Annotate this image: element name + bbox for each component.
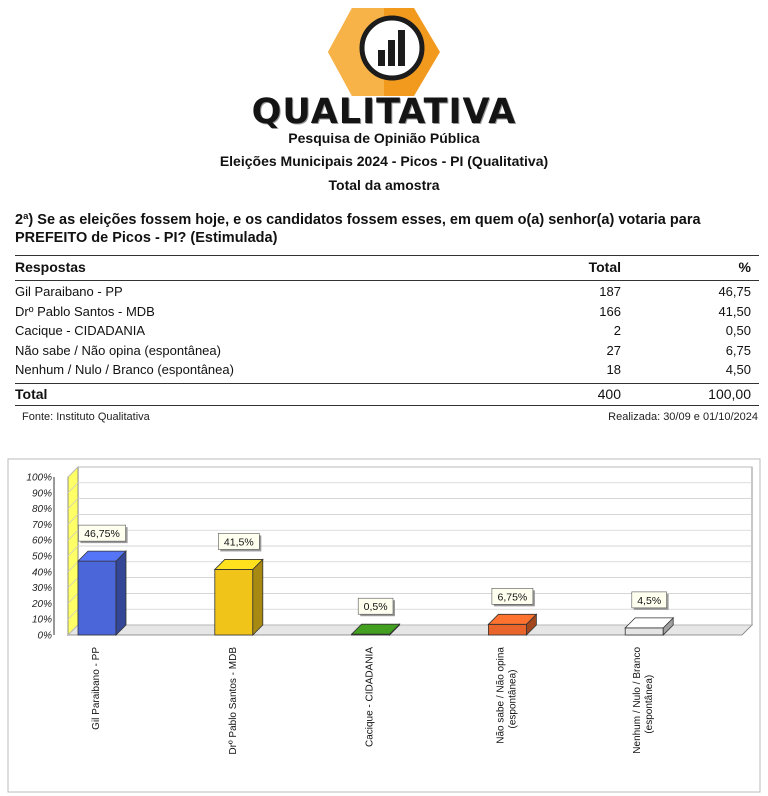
y-tick-label: 70% — [31, 519, 52, 531]
row-percent: 6,75 — [725, 343, 751, 358]
bar — [78, 561, 116, 635]
qualitativa-logo — [322, 2, 452, 102]
header-total: Total — [588, 259, 621, 275]
x-tick-label: Nenhum / Nulo / Branco — [632, 647, 644, 754]
table-bottom-rule — [15, 405, 759, 406]
row-label: Gil Paraibano - PP — [15, 284, 123, 299]
bar — [215, 569, 253, 635]
x-tick-label: (espontânea) — [644, 674, 656, 734]
data-label: 41,5% — [223, 536, 254, 549]
table-row — [15, 362, 759, 382]
data-label: 0,5% — [363, 601, 388, 614]
row-total: 2 — [613, 323, 621, 338]
data-label: 6,75% — [497, 591, 528, 604]
table-row — [15, 304, 759, 324]
election-title: Eleições Municipais 2024 - Picos - PI (Qualitativa) — [219, 153, 549, 169]
row-percent: 4,50 — [725, 362, 751, 377]
row-label: Drº Pablo Santos - MDB — [15, 304, 155, 319]
bar — [488, 624, 526, 635]
question-text: 2ª) Se as eleições fossem hoje, e os candidatos fossem esses, em quem o(a) senhor(a) votaria para PREFEITO de Picos - PI? (Estimulada) — [15, 212, 701, 246]
x-tick-label: Não sabe / Não opina — [495, 647, 507, 744]
bar-chart — [0, 455, 768, 796]
date-note: Realizada: 30/09 e 01/10/2024 — [608, 411, 758, 423]
total-percent: 100,00 — [708, 386, 751, 402]
row-label: Nenhum / Nulo / Branco (espontânea) — [15, 362, 234, 377]
header-respostas: Respostas — [15, 259, 86, 275]
y-tick-label: 80% — [31, 504, 52, 516]
sample-label: Total da amostra — [328, 177, 440, 193]
y-tick-label: 100% — [26, 472, 52, 484]
bar-side — [116, 551, 126, 635]
row-percent: 0,50 — [725, 323, 751, 338]
data-label: 46,75% — [84, 528, 120, 541]
table-header-rule — [15, 280, 759, 281]
bar-side — [253, 559, 263, 635]
brand-name: QUALITATIVA — [251, 92, 517, 132]
data-label: 4,5% — [637, 594, 662, 607]
total-count: 400 — [597, 386, 621, 402]
y-tick-label: 30% — [31, 583, 52, 595]
table-row — [15, 343, 759, 363]
table-row — [15, 323, 759, 343]
row-label: Não sabe / Não opina (espontânea) — [15, 343, 221, 358]
y-tick-label: 60% — [31, 535, 52, 547]
header-percent: % — [738, 259, 751, 275]
table-total-row — [15, 386, 759, 406]
table-top-rule — [15, 255, 759, 256]
row-label: Cacique - CIDADANIA — [15, 323, 146, 338]
y-tick-label: 40% — [31, 567, 52, 579]
table-row — [15, 284, 759, 304]
table-total-rule — [15, 383, 759, 384]
y-tick-label: 50% — [31, 551, 52, 563]
row-percent: 41,50 — [718, 304, 751, 319]
row-total: 18 — [606, 362, 621, 377]
row-percent: 46,75 — [718, 284, 751, 299]
y-tick-label: 20% — [31, 598, 52, 610]
source-note: Fonte: Instituto Qualitativa — [22, 411, 150, 423]
total-label: Total — [15, 386, 48, 402]
x-tick-label: Cacique - CIDADANIA — [364, 647, 376, 748]
subtitle: Pesquisa de Opinião Pública — [288, 130, 480, 146]
bar — [625, 628, 663, 635]
row-total: 27 — [606, 343, 621, 358]
x-tick-label: Gil Paraibano - PP — [91, 647, 102, 730]
x-tick-label: (espontânea) — [507, 669, 519, 729]
y-tick-label: 90% — [31, 488, 52, 500]
table-header-row — [15, 259, 759, 279]
row-total: 187 — [599, 284, 621, 299]
y-tick-label: 0% — [37, 630, 52, 642]
row-total: 166 — [599, 304, 621, 319]
y-tick-label: 10% — [31, 614, 52, 626]
x-tick-label: Drº Pablo Santos - MDB — [227, 647, 239, 755]
